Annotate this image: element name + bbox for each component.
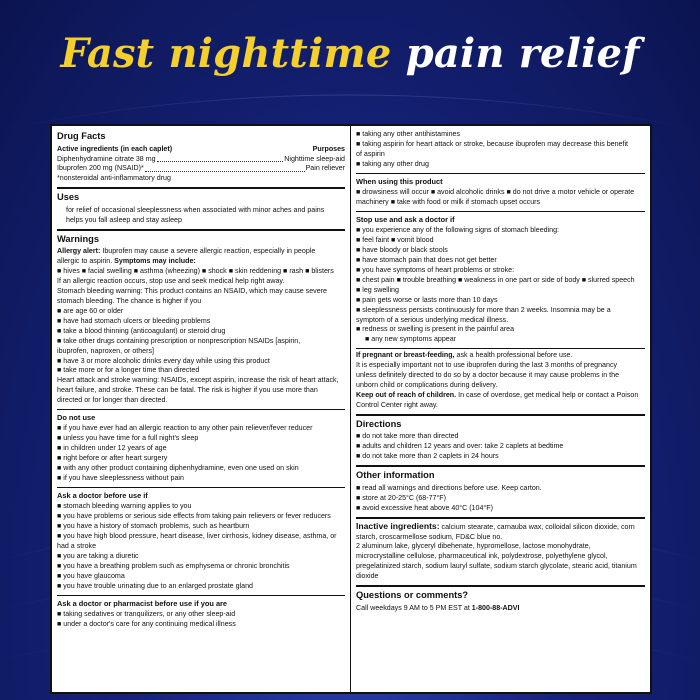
nsaid-footnote: *nonsteroidal anti-inflammatory drug xyxy=(57,174,171,183)
ask-pharmacist-section: Ask a doctor or pharmacist before use if you are ■ taking sedatives or tranquilizers, or any other sleep-aid ■ under a doctor's care for any continuing medical illness xyxy=(57,596,345,633)
inactive-ingredients-section: Inactive ingredients: calcium stearate, carnauba wax, colloidal silicon dioxide, corn starch, croscarmellose sodium, FD&C blue no. 2 aluminum lake, glyceryl dibehenate, hypromellose, lactose monohydrate, microcrystalline cellulose, pharmaceutical ink, polydextrose, polyethylene glycol, pregelatinized starch, sodium lauryl sulfate, sodium starch glycolate, stearic acid, titanium dioxide xyxy=(356,519,645,588)
pharmacist-continued-section: ■ taking any other antihistamines ■ taking aspirin for heart attack or stroke, because ibuprofen may decrease this benefit of aspirin ■ taking any other drug xyxy=(356,128,645,174)
headline-part-1: Fast nighttime xyxy=(60,30,392,77)
headline-part-2: pain relief xyxy=(405,30,640,77)
warnings-section: Warnings Allergy alert: Ibuprofen may cause a severe allergic reaction, especially in people allergic to aspirin. Symptoms may include: ■ hives ■ facial swelling ■ asthma (wheezing) ■ shock ■ skin reddening ■ rash ■ blisters If an allergic reaction occurs, stop use and seek medical help right away. Stomach bleeding warning: This product contains an NSAID, which may cause severe stomach bleeding. The chance is higher if you ■ are age 60 or older ■ have had stomach ulcers or bleeding problems ■ take a blood thinning (anticoagulant) or steroid drug ■ take other drugs containing prescription or nonprescription NSAIDs [aspirin, ibuprofen, naproxen, or others] ■ have 3 or more alcoholic drinks every day while using this product ■ take more or for a longer time than directed Heart attack and stroke warning: NSAIDs, except aspirin, increase the risk of heart attack, heart failure, and stroke. These can be fatal. The risk is higher if you use more than directed or for longer than directed. xyxy=(57,231,345,410)
drug-facts-panel xyxy=(50,124,652,694)
drug-facts-left-column xyxy=(52,126,351,692)
other-information-section: Other information ■ read all warnings and directions before use. Keep carton. ■ store at 20-25°C (68-77°F) ■ avoid excessive heat above 40°C (104°F) xyxy=(356,467,645,518)
when-using-section: When using this product ■ drowsiness will occur ■ avoid alcoholic drinks ■ do not drive a motor vehicle or operate machinery ■ take with food or milk if stomach upset occurs xyxy=(356,174,645,212)
other-information-title: Other information xyxy=(356,470,435,481)
directions-title: Directions xyxy=(356,418,402,429)
active-ingredients-section xyxy=(57,128,345,189)
when-using-title: When using this product xyxy=(356,176,443,186)
uses-title: Uses xyxy=(57,192,80,203)
active-ingredients-header: Active ingredients (in each caplet) xyxy=(57,144,173,153)
do-not-use-title: Do not use xyxy=(57,413,96,423)
stop-use-title: Stop use and ask a doctor if xyxy=(356,214,455,224)
stop-use-section: Stop use and ask a doctor if ■ you experience any of the following signs of stomach bleeding: ■ feel faint ■ vomit blood ■ have bloody or black stools ■ have stomach pain that does not get better ■ you have symptoms of heart problems or stroke: ■ chest pain ■ trouble breathing ■ weakness in one part or side of body ■ slurred speech ■ leg swelling ■ pain gets worse or lasts more than 10 days ■ sleeplessness persists continuously for more than 2 weeks. Insomnia may be a symptom of a serious underlying medical illness. ■ redness or swelling is present in the painful area ■ any new symptoms appear xyxy=(356,212,645,349)
ingredient-row: Ibuprofen 200 mg (NSAID)* Pain reliever xyxy=(57,164,345,173)
pregnancy-section: If pregnant or breast-feeding, ask a health professional before use. It is especially important not to use ibuprofen during the last 3 months of pregnancy unless definitely directed to do so by a doctor because it may cause problems in the unborn child or complications during delivery. Keep out of reach of children. In case of overdose, get medical help or contact a Poison Control Center right away. xyxy=(356,349,645,416)
ask-doctor-title: Ask a doctor before use if xyxy=(57,491,148,500)
questions-section: Questions or comments? Call weekdays 9 AM to 5 PM EST at 1-800-88-ADVI xyxy=(356,587,645,617)
warnings-title: Warnings xyxy=(57,233,100,244)
phone-number: 1-800-88-ADVI xyxy=(471,603,520,612)
ingredient-row: Diphenhydramine citrate 38 mg Nighttime sleep-aid xyxy=(57,154,345,163)
do-not-use-section: Do not use ■ if you have ever had an allergic reaction to any other pain reliever/fever reducer ■ unless you have time for a full night's sleep ■ in children under 12 years of age ■ right before or after heart surgery ■ with any other product containing diphenhydramine, even one used on skin ■ if you have sleeplessness without pain xyxy=(57,410,345,488)
purposes-header: Purposes xyxy=(312,144,345,153)
ask-pharmacist-title: Ask a doctor or pharmacist before use if you are xyxy=(57,598,228,608)
drug-facts-title: Drug Facts xyxy=(57,131,106,141)
inactive-ingredients-title: Inactive ingredients: xyxy=(356,520,440,531)
ask-doctor-section: Ask a doctor before use if ■ stomach bleeding warning applies to you ■ you have problems or serious side effects from taking pain relievers or fever reducers ■ you have a history of stomach problems, such as heartburn ■ you have high blood pressure, heart disease, liver cirrhosis, kidney disease, asthma, or had a stroke ■ you are taking a diuretic ■ you have a breathing problem such as emphysema or chronic bronchitis ■ you have glaucoma ■ you have trouble urinating due to an enlarged prostate gland xyxy=(57,488,345,596)
questions-title: Questions or comments? xyxy=(356,590,469,601)
uses-section: Uses for relief of occasional sleeplessness when associated with minor aches and pains helps you fall asleep and stay asleep xyxy=(57,189,345,230)
directions-section: Directions ■ do not take more than directed ■ adults and children 12 years and over: take 2 caplets at bedtime ■ do not take more than 2 caplets in 24 hours xyxy=(356,416,645,467)
drug-facts-right-column xyxy=(351,126,650,692)
headline xyxy=(0,30,700,78)
